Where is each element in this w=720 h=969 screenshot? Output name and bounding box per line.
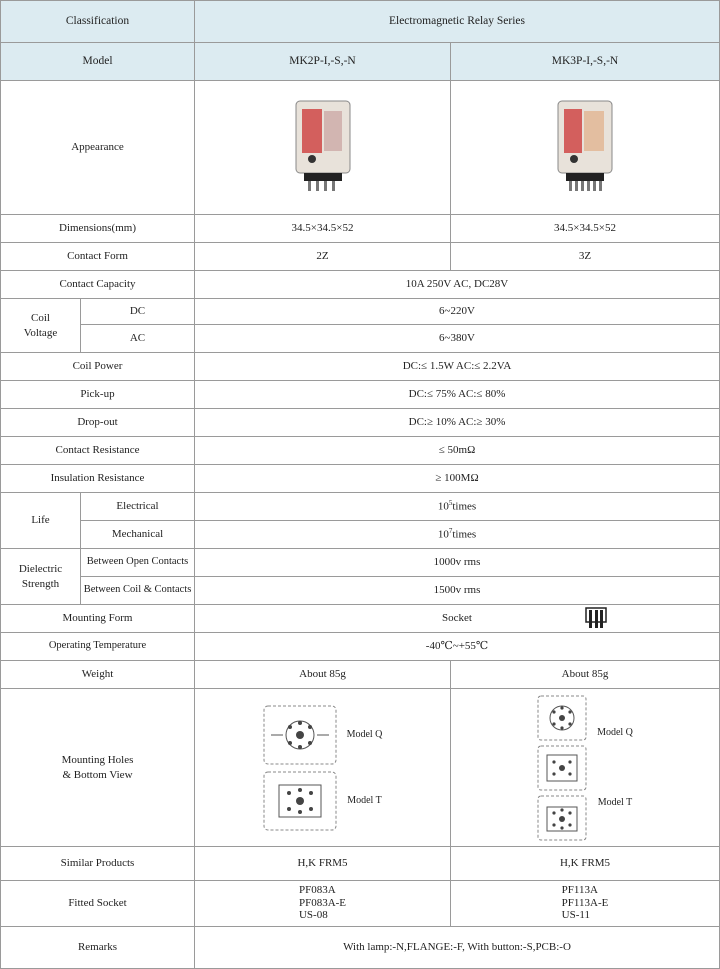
- similar-products-col2: H,K FRM5: [451, 847, 720, 881]
- fitted-socket-label: Fitted Socket: [1, 881, 195, 927]
- mounting-holes-col1: [195, 689, 451, 847]
- contact-form-label: Contact Form: [1, 243, 195, 271]
- dielectric-coil-label: Between Coil & Contacts: [81, 577, 195, 605]
- appearance-label: Appearance: [1, 81, 195, 215]
- coil-power-label: Coil Power: [1, 353, 195, 381]
- life-mechanical-label: Mechanical: [81, 521, 195, 549]
- bottom-view-t-diagram: [263, 771, 337, 831]
- appearance-col1: [195, 81, 451, 215]
- coil-voltage-label: [1, 299, 81, 353]
- similar-products-col1: H,K FRM5: [195, 847, 451, 881]
- dielectric-coil-value: 1500v rms: [195, 577, 720, 605]
- remarks-value: With lamp:-N,FLANGE:-F, With button:-S,PCB:-O: [195, 927, 720, 969]
- dimensions-col1: 34.5×34.5×52: [195, 215, 451, 243]
- fitted-socket-col1-item: US-08: [298, 909, 328, 922]
- life-electrical-value: [195, 493, 720, 521]
- dielectric-open-value: 1000v rms: [195, 549, 720, 577]
- life-mechanical-unit: times: [452, 528, 477, 541]
- fitted-socket-col2: [451, 881, 720, 927]
- fitted-socket-col1: [195, 881, 451, 927]
- similar-products-label: Similar Products: [1, 847, 195, 881]
- series-header: Electromagnetic Relay Series: [195, 1, 720, 43]
- coil-voltage-label-line2: Voltage: [23, 326, 58, 339]
- model-t-label-col1: Model T: [347, 794, 382, 806]
- mounting-holes-label: [1, 689, 195, 847]
- life-label: Life: [1, 493, 81, 549]
- life-mechanical-base: 10: [437, 528, 449, 541]
- classification-header: Classification: [1, 1, 195, 43]
- operating-temperature-label: Operating Temperature: [1, 633, 195, 661]
- weight-col2: About 85g: [451, 661, 720, 689]
- remarks-label: Remarks: [1, 927, 195, 969]
- insulation-resistance-value: ≥ 100MΩ: [195, 465, 720, 493]
- weight-label: Weight: [1, 661, 195, 689]
- insulation-resistance-label: Insulation Resistance: [1, 465, 195, 493]
- coil-power-value: DC:≤ 1.5W AC:≤ 2.2VA: [195, 353, 720, 381]
- bottom-view-t-diagram-11pin: [537, 795, 587, 841]
- fitted-socket-col2-item: US-11: [561, 909, 590, 922]
- coil-voltage-ac-label: AC: [81, 325, 195, 353]
- fitted-socket-col1-item: PF083A-E: [298, 896, 347, 909]
- pick-up-label: Pick-up: [1, 381, 195, 409]
- fitted-socket-col2-item: PF113A: [561, 883, 598, 896]
- model-col2: MK3P-I,-S,-N: [451, 43, 720, 81]
- dielectric-label-line2: Strength: [21, 577, 60, 590]
- mounting-holes-col2: [451, 689, 720, 847]
- contact-capacity-value: 10A 250V AC, DC28V: [195, 271, 720, 299]
- contact-form-col1: 2Z: [195, 243, 451, 271]
- contact-form-col2: 3Z: [451, 243, 720, 271]
- life-electrical-base: 10: [437, 500, 449, 513]
- mounting-holes-label-line1: Mounting Holes: [61, 753, 134, 766]
- model-t-label-col2: Model T: [597, 796, 633, 808]
- pick-up-value: DC:≤ 75% AC:≤ 80%: [195, 381, 720, 409]
- dielectric-label: [1, 549, 81, 605]
- dimensions-col2: 34.5×34.5×52: [451, 215, 720, 243]
- model-label: Model: [1, 43, 195, 81]
- coil-voltage-ac-value: 6~380V: [195, 325, 720, 353]
- mounting-form-text: Socket: [442, 612, 472, 625]
- relay-8pin-image: [288, 95, 358, 195]
- dielectric-open-label: Between Open Contacts: [81, 549, 195, 577]
- life-mechanical-value: [195, 521, 720, 549]
- contact-resistance-label: Contact Resistance: [1, 437, 195, 465]
- mounting-form-label: Mounting Form: [1, 605, 195, 633]
- bottom-view-middle-diagram-11pin: [537, 745, 587, 791]
- socket-icon: [585, 607, 607, 631]
- contact-resistance-value: ≤ 50mΩ: [195, 437, 720, 465]
- model-col1: MK2P-I,-S,-N: [195, 43, 451, 81]
- fitted-socket-col2-item: PF113A-E: [561, 896, 609, 909]
- appearance-col2: [451, 81, 720, 215]
- drop-out-label: Drop-out: [1, 409, 195, 437]
- bottom-view-q-diagram-11pin: [537, 695, 587, 741]
- coil-voltage-dc-value: 6~220V: [195, 299, 720, 325]
- mounting-holes-label-line2: & Bottom View: [62, 768, 133, 781]
- coil-voltage-dc-label: DC: [81, 299, 195, 325]
- model-q-label-col2: Model Q: [597, 726, 633, 738]
- dimensions-label: Dimensions(mm): [1, 215, 195, 243]
- model-q-label-col1: Model Q: [346, 728, 383, 740]
- drop-out-value: DC:≥ 10% AC:≥ 30%: [195, 409, 720, 437]
- life-electrical-exp: 5: [448, 498, 453, 507]
- operating-temperature-value: -40℃~+55℃: [195, 633, 720, 661]
- mounting-form-value: [195, 605, 720, 633]
- dielectric-label-line1: Dielectric: [18, 562, 63, 575]
- weight-col1: About 85g: [195, 661, 451, 689]
- life-electrical-label: Electrical: [81, 493, 195, 521]
- coil-voltage-label-line1: Coil: [31, 311, 50, 324]
- fitted-socket-col1-item: PF083A: [298, 883, 336, 896]
- life-electrical-unit: times: [452, 500, 477, 513]
- contact-capacity-label: Contact Capacity: [1, 271, 195, 299]
- bottom-view-q-diagram: [263, 705, 337, 765]
- relay-11pin-image: [550, 95, 620, 195]
- life-mechanical-exp: 7: [448, 526, 453, 535]
